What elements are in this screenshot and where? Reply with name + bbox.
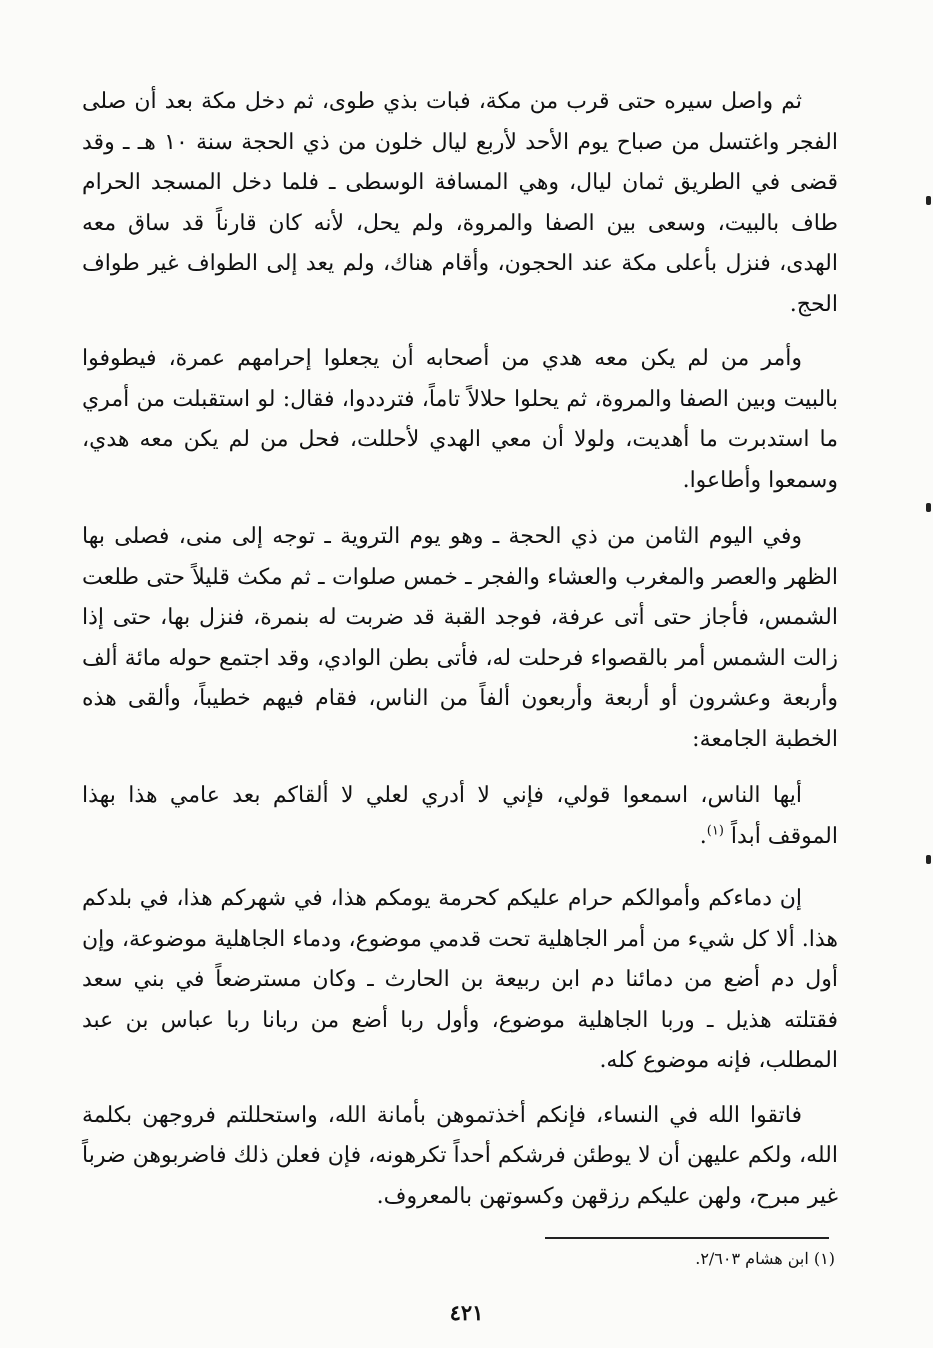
paragraph-2: وأمر من لم يكن معه هدي من أصحابه أن يجعلوا إحرامهم عمرة، فيطوفوا بالبيت وبين الصفا والمروة، ثم يحلوا حلالاً تاماً، فترددوا، فقال: لو استقبلت من أمري ما استدبرت ما أهديت، ولولا أن معي الهدي لأحللت، فحل من لم يكن معه هدي، وسمعوا وأطاعوا.: [82, 346, 838, 493]
paragraph-4-text: أيها الناس، اسمعوا قولي، فإني لا أدري لعلي لا ألقاكم بعد عامي هذا بهذا الموقف أبداً: [82, 783, 838, 849]
edge-mark: [926, 503, 931, 512]
page-number: ٤٢١: [449, 1300, 484, 1325]
footnote: (١) ابن هشام ٢/٦٠٣.: [695, 1249, 835, 1268]
paragraph-5: إن دماءكم وأموالكم حرام عليكم كحرمة يومكم هذا، في شهركم هذا، في بلدكم هذا. ألا كل شيء من أمر الجاهلية تحت قدمي موضوع، ودماء الجاهلية موضوعة، وإن أول دم أضع من دمائنا دم ابن ربيعة بن الحارث ـ وكان مسترضعاً في بني سعد فقتلته هذيل ـ وربا الجاهلية موضوع، وأول ربا أضع من ربانا ربا عباس بن عبد المطلب، فإنه موضوع كله.: [82, 886, 838, 1073]
paragraph-3: وفي اليوم الثامن من ذي الحجة ـ وهو يوم التروية ـ توجه إلى منى، فصلى بها الظهر والعصر والمغرب والعشاء والفجر ـ خمس صلوات ـ ثم مكث قليلاً حتى طلعت الشمس، فأجاز حتى أتى عرفة، فوجد القبة قد ضربت له بنمرة، فنزل بها، حتى إذا زالت الشمس أمر بالقصواء فرحلت له، فأتى بطن الوادي، وقد اجتمع حوله مائة ألف وأربعة وعشرون أو أربعة وأربعون ألفاً من الناس، فقام فيهم خطيباً، وألقى هذه الخطبة الجامعة:: [82, 524, 838, 752]
footnote-reference[interactable]: (١): [706, 823, 724, 839]
paragraph-4: [82, 776, 838, 857]
paragraph-6: فاتقوا الله في النساء، فإنكم أخذتموهن بأمانة الله، واستحللتم فروجهن بكلمة الله، ولكم عليهن أن لا يوطئن فرشكم أحداً تكرهونه، فإن فعلن ذلك فاضربوهن ضرباً غير مبرح، ولهن عليكم رزقهن وكسوتهن بالمعروف.: [82, 1102, 838, 1209]
edge-mark: [926, 196, 931, 205]
body-text: [82, 82, 838, 1231]
edge-mark: [926, 855, 931, 864]
paragraph-4-period: .: [699, 823, 707, 849]
footnote-divider: [545, 1237, 829, 1239]
paragraph-1: ثم واصل سيره حتى قرب من مكة، فبات بذي طوى، ثم دخل مكة بعد أن صلى الفجر واغتسل من صباح يوم الأحد لأربع ليال خلون من ذي الحجة سنة ١٠ هـ ـ وقد قضى في الطريق ثمان ليال، وهي المسافة الوسطى ـ فلما دخل المسجد الحرام طاف بالبيت، وسعى بين الصفا والمروة، ولم يحل، لأنه كان قارناً قد ساق معه الهدى، فنزل بأعلى مكة عند الحجون، وأقام هناك، ولم يعد إلى الطواف غير طواف الحج.: [82, 89, 838, 317]
